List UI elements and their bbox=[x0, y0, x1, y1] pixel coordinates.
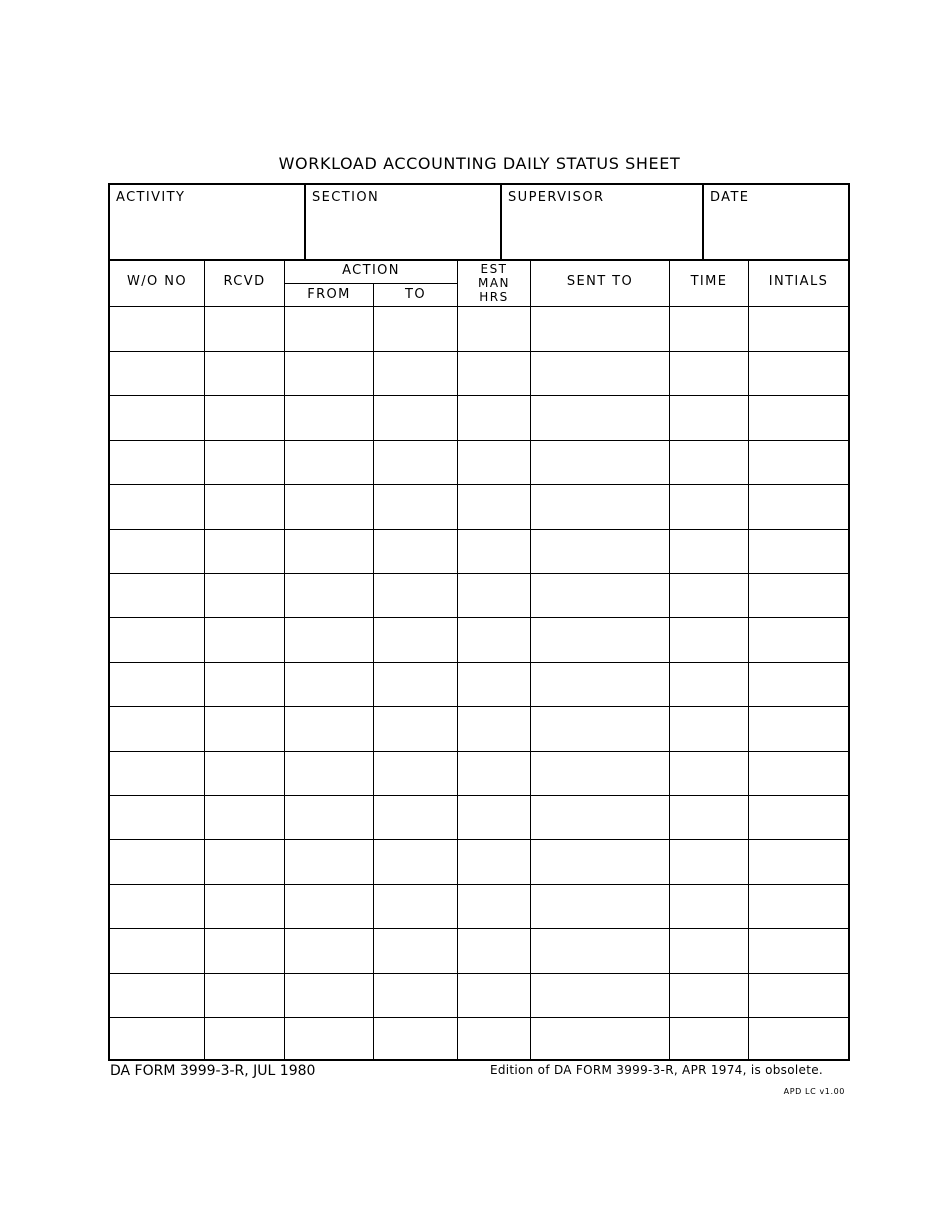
initials-header: INTIALS bbox=[768, 274, 829, 289]
activity-label: ACTIVITY bbox=[116, 190, 186, 205]
supervisor-field[interactable] bbox=[502, 205, 702, 259]
to-header: TO bbox=[405, 287, 426, 302]
divider bbox=[669, 261, 670, 1061]
divider bbox=[110, 795, 848, 796]
status-sheet-table bbox=[108, 183, 850, 1061]
time-header: TIME bbox=[690, 274, 728, 289]
divider bbox=[204, 261, 205, 1061]
man-label: MAN bbox=[477, 276, 511, 290]
divider bbox=[110, 573, 848, 574]
divider bbox=[110, 884, 848, 885]
divider bbox=[110, 440, 848, 441]
est-label: EST bbox=[480, 262, 508, 276]
version-label: APD LC v1.00 bbox=[783, 1087, 845, 1096]
supervisor-label: SUPERVISOR bbox=[508, 190, 605, 205]
est-man-hrs-header bbox=[458, 262, 530, 304]
form-title: WORKLOAD ACCOUNTING DAILY STATUS SHEET bbox=[278, 154, 681, 173]
divider bbox=[110, 306, 848, 307]
sent-to-header: SENT TO bbox=[566, 274, 634, 289]
rcvd-header: RCVD bbox=[223, 274, 266, 289]
divider bbox=[110, 1017, 848, 1018]
section-label: SECTION bbox=[312, 190, 380, 205]
divider bbox=[110, 617, 848, 618]
divider bbox=[110, 484, 848, 485]
divider bbox=[110, 351, 848, 352]
edition-note: Edition of DA FORM 3999-3-R, APR 1974, is obsolete. bbox=[489, 1063, 823, 1077]
divider bbox=[748, 261, 749, 1061]
divider bbox=[110, 259, 848, 261]
divider bbox=[285, 283, 457, 284]
divider bbox=[110, 662, 848, 663]
from-header: FROM bbox=[307, 287, 351, 302]
action-header: ACTION bbox=[342, 263, 400, 278]
divider bbox=[284, 261, 285, 1061]
wo-no-header: W/O NO bbox=[127, 274, 187, 289]
divider bbox=[110, 706, 848, 707]
divider bbox=[110, 395, 848, 396]
divider bbox=[110, 928, 848, 929]
divider bbox=[110, 529, 848, 530]
section-field[interactable] bbox=[306, 205, 500, 259]
hrs-label: HRS bbox=[479, 290, 509, 304]
date-field[interactable] bbox=[704, 205, 848, 259]
date-label: DATE bbox=[710, 190, 750, 205]
divider bbox=[373, 284, 374, 1061]
activity-field[interactable] bbox=[110, 205, 304, 259]
divider bbox=[110, 839, 848, 840]
divider bbox=[457, 261, 458, 1061]
form-number: DA FORM 3999-3-R, JUL 1980 bbox=[110, 1063, 316, 1079]
divider bbox=[110, 973, 848, 974]
divider bbox=[530, 261, 531, 1061]
divider bbox=[110, 751, 848, 752]
